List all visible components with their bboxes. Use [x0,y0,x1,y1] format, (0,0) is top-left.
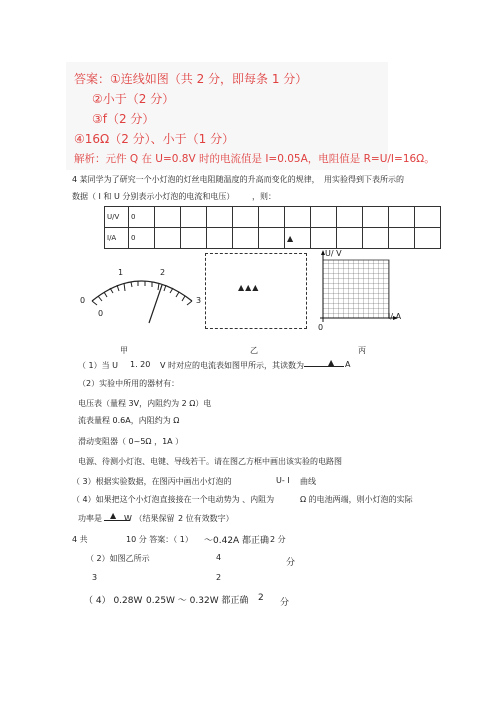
sub4-a: （ 4）如果把这个小灯泡直接接在一个电动势为 、内阻为 [72,495,275,504]
answer2-r1-a: 4 共 [72,535,88,544]
sub4-d: W （结果保留 [124,514,175,523]
sub4-e: 2 位有效数字） [178,514,234,523]
q4-intro-a: 4 某同学为了研究一个小灯泡的灯丝电阻随温度的升高而变化的规律， [72,175,320,184]
sub4-c: 功率是 [78,514,102,523]
equipment-1: 电压表（量程 3V，内阻约为 2 Ω）电 [78,399,212,408]
graph-origin: 0 [318,323,324,332]
table-cell [155,228,181,249]
sub1-d: A [345,360,351,369]
sub1-blank [304,366,344,367]
sub3-b: U- I [276,476,290,485]
table-cell [259,228,285,249]
sub3-c: 曲线 [300,477,316,486]
answer2-r4-c: 2 [258,593,264,603]
answer2-r3-b: 2 [216,573,222,582]
table-cell [389,228,415,249]
meter-tick-2: 2 [160,268,166,277]
answer2-r4-b: 0.25W ～ 0.32W 都正确 [146,596,249,606]
answer-line-4: ④16Ω（2 分）、小于（1 分） [74,132,235,146]
sub1-c: V 时对应的电流表如图甲所示，其读数为 [160,361,305,370]
meter-needle [149,285,162,323]
answer2-r1-d: 2 分 [270,535,286,544]
table-cell [415,228,441,249]
data-table [104,206,441,249]
equipment-4: 电源、待测小灯泡、电键、导线若干。请在图乙方框中画出该实验的电路图 [78,457,342,466]
sub3-a: （ 3）根据实验数据，在图丙中画出小灯泡的 [72,477,232,486]
sub2: （2）实验中所用的器材有： [78,379,180,388]
q4-intro-d: ，则： [252,192,276,201]
answer2-r1-c: ～0.42A 都正确 [204,536,270,546]
answer2-r1-b: 10 分 答案：（ 1） [126,535,193,544]
table-cell [155,207,181,228]
table-cell: 0 [129,207,155,228]
sub4-b: Ω 的电池两端，则小灯泡的实际 [300,495,413,504]
equipment-2: 流表量程 0.6A，内阻约为 Ω [78,416,180,425]
table-cell [285,207,311,228]
table-cell [337,207,363,228]
q4-intro-b: 用实验得到下表所示的 [324,175,404,184]
table-cell [181,207,207,228]
answer2-r4-d: 分 [280,598,290,608]
table-row [105,228,441,249]
answer2-r4-a: （ 4） 0.28W [84,596,143,606]
triangle-icon: ▲ [110,511,117,520]
table-cell-i-head: I/A [105,228,129,249]
table-cell [415,207,441,228]
equipment-3: 滑动变阻器（ 0~5Ω ，1A ） [78,437,184,446]
table-cell: 0 [129,228,155,249]
meter-tick-1: 1 [118,268,124,277]
table-cell [259,207,285,228]
graph-xlabel: I/ A [388,312,402,321]
table-cell [207,207,233,228]
table-cell [311,207,337,228]
table-row [105,207,441,228]
fig-label-jia: 甲 [120,346,128,355]
table-cell [311,228,337,249]
meter-tick-0: 0 [80,296,86,305]
table-cell [285,228,311,249]
answer2-r2-b: 4 [216,553,222,562]
table-cell [337,228,363,249]
table-cell [233,228,259,249]
table-cell-u-head: U/V [105,207,129,228]
answer2-r2-a: （ 2）如图乙所示 [86,554,150,563]
answer-line-5: 解析：元件 Q 在 U=0.8V 时的电流值是 I=0.05A，电阻值是 R=U/I=16Ω。 [74,153,435,165]
ammeter-figure [76,265,206,325]
triangle-icon: ▲ [287,233,294,243]
ui-graph-grid [318,248,398,328]
triangle-icon: ▲ [328,358,335,367]
fig-label-yi: 乙 [250,346,258,355]
answer2-r3-a: 3 [92,573,98,582]
fig-label-bing: 丙 [358,346,366,355]
graph-ylabel: U/ V [325,249,342,258]
table-cell [181,228,207,249]
q4-intro-c: 数据（ I 和 U 分别表示小灯泡的电流和电压） [72,192,235,201]
table-cell [389,207,415,228]
table-cell [363,207,389,228]
table-cell [207,228,233,249]
table-cell [363,228,389,249]
sub1-b: 1. 20 [130,360,151,369]
answer2-r2-c: 分 [286,558,296,568]
sub1-a: （ 1）当 U [78,361,119,370]
table-cell [233,207,259,228]
answer-line-3: ③f（2 分） [92,112,155,126]
answer-line-1: 答案：①连线如图（共 2 分，即每条 1 分） [74,72,308,86]
answer-line-2: ②小于（2 分） [92,92,175,106]
meter-tick-3: 3 [196,296,202,305]
triangle-icons: ▲▲▲ [238,283,260,292]
meter-bottom-0: 0 [98,309,104,318]
